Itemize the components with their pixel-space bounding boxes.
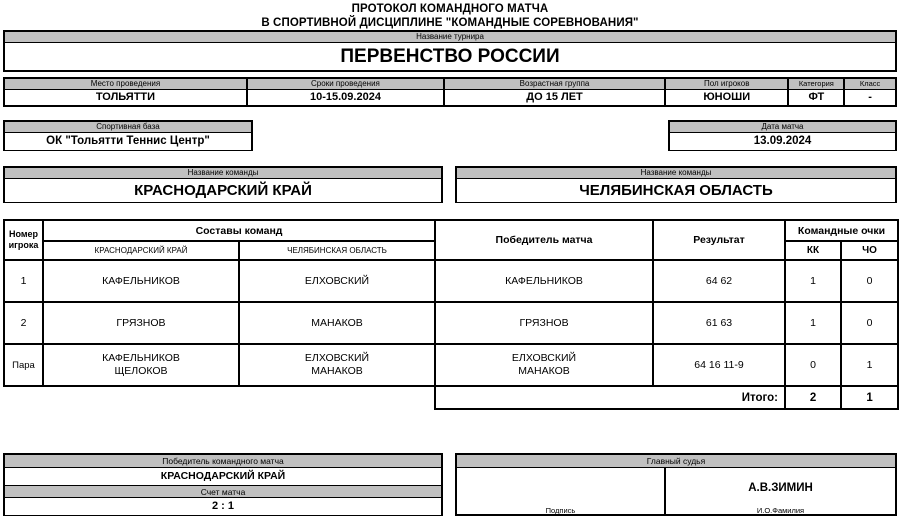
row-points-kk: 1 — [785, 260, 841, 302]
player-name: ГРЯЗНОВ — [519, 316, 569, 329]
venue-label: Спортивная база — [5, 122, 251, 133]
player-name: МАНАКОВ — [311, 316, 363, 329]
info-age-group-value: ДО 15 ЛЕТ — [445, 90, 664, 105]
row-winner-players — [435, 344, 653, 386]
info-category — [789, 79, 845, 105]
team1-name-value: КРАСНОДАРСКИЙ КРАЙ — [5, 179, 441, 202]
match-winner-block — [3, 453, 443, 516]
header-result: Результат — [653, 220, 785, 260]
player-name: КАФЕЛЬНИКОВ — [102, 352, 180, 364]
row-team1-players — [43, 302, 239, 344]
tournament-name-value: ПЕРВЕНСТВО РОССИИ — [5, 43, 895, 70]
info-gender-value: ЮНОШИ — [666, 90, 787, 105]
header-points-cho: ЧО — [841, 241, 898, 260]
page-title-line2: В СПОРТИВНОЙ ДИСЦИПЛИНЕ "КОМАНДНЫЕ СОРЕВНОВАНИЯ" — [261, 17, 639, 29]
info-class-label: Класс — [845, 79, 895, 90]
venue-value: ОК "Тольятти Теннис Центр" — [5, 133, 251, 150]
row-index: Пара — [4, 344, 43, 386]
results-header-row-top — [4, 220, 898, 241]
info-class — [845, 79, 895, 105]
info-place-label: Место проведения — [5, 79, 246, 90]
header-player-number-line1: Номер — [8, 229, 39, 239]
row-points-cho: 0 — [841, 302, 898, 344]
row-index: 1 — [4, 260, 43, 302]
player-name: ГРЯЗНОВ — [116, 316, 166, 329]
info-age-group-label: Возрастная группа — [445, 79, 664, 90]
header-points-kk: КК — [785, 241, 841, 260]
row-winner-players — [435, 302, 653, 344]
row-team1-players — [43, 260, 239, 302]
player-name: ЕЛХОВСКИЙ — [304, 352, 370, 364]
team2-name-label: Название команды — [457, 168, 895, 179]
header-winner: Победитель матча — [435, 220, 653, 260]
tournament-name-label: Название турнира — [5, 32, 895, 43]
info-place — [5, 79, 248, 105]
match-score-value: 2 : 1 — [5, 498, 441, 515]
info-class-value: - — [845, 90, 895, 105]
match-score-label: Счет матча — [5, 485, 441, 498]
total-label: Итого: — [435, 386, 785, 409]
row-score: 61 63 — [653, 302, 785, 344]
player-name: КАФЕЛЬНИКОВ — [505, 274, 583, 287]
team1-name-block — [3, 166, 443, 203]
row-score: 64 16 11-9 — [653, 344, 785, 386]
team2-name-value: ЧЕЛЯБИНСКАЯ ОБЛАСТЬ — [457, 179, 895, 202]
player-name: КАФЕЛЬНИКОВ — [102, 274, 180, 287]
team2-name-block — [455, 166, 897, 203]
row-index: 2 — [4, 302, 43, 344]
signature-field[interactable] — [457, 468, 666, 516]
info-category-value: ФТ — [789, 90, 843, 105]
info-age-group — [445, 79, 666, 105]
header-lineup-team2: ЧЕЛЯБИНСКАЯ ОБЛАСТЬ — [239, 241, 435, 260]
page-title — [0, 2, 900, 30]
row-winner-players — [435, 260, 653, 302]
venue-block — [3, 120, 253, 151]
player-name: ЕЛХОВСКИЙ — [511, 352, 577, 364]
results-table — [3, 219, 899, 410]
page-title-line1: ПРОТОКОЛ КОМАНДНОГО МАТЧА — [351, 3, 549, 15]
match-winner-label: Победитель командного матча — [5, 455, 441, 468]
total-spacer — [4, 386, 435, 409]
match-date-value: 13.09.2024 — [670, 133, 895, 150]
table-row — [4, 344, 898, 386]
player-name: МАНАКОВ — [311, 365, 363, 377]
table-row — [4, 260, 898, 302]
row-points-kk: 1 — [785, 302, 841, 344]
tournament-name-block — [3, 30, 897, 72]
match-date-block — [668, 120, 897, 151]
event-info-strip — [3, 77, 897, 107]
match-date-label: Дата матча — [670, 122, 895, 133]
chief-judge-body — [457, 468, 895, 516]
row-points-cho: 0 — [841, 260, 898, 302]
info-dates — [248, 79, 445, 105]
row-team1-players — [43, 344, 239, 386]
total-cho: 1 — [841, 386, 898, 409]
player-name: МАНАКОВ — [518, 365, 570, 377]
judge-name-caption: И.О.Фамилия — [756, 506, 805, 515]
player-name: ЕЛХОВСКИЙ — [304, 274, 370, 287]
judge-name-field — [666, 468, 895, 516]
total-row — [4, 386, 898, 409]
table-row — [4, 302, 898, 344]
row-points-cho: 1 — [841, 344, 898, 386]
info-dates-label: Сроки проведения — [248, 79, 443, 90]
chief-judge-block — [455, 453, 897, 516]
row-team2-players — [239, 344, 435, 386]
header-lineup-team1: КРАСНОДАРСКИЙ КРАЙ — [43, 241, 239, 260]
header-player-number-line2: игрока — [8, 240, 39, 250]
header-team-points: Командные очки — [785, 220, 898, 241]
info-category-label: Категория — [789, 79, 843, 90]
match-winner-value: КРАСНОДАРСКИЙ КРАЙ — [5, 468, 441, 485]
row-team2-players — [239, 260, 435, 302]
judge-name-value: А.В.ЗИМИН — [748, 482, 813, 494]
row-points-kk: 0 — [785, 344, 841, 386]
row-score: 64 62 — [653, 260, 785, 302]
signature-caption: Подпись — [545, 506, 576, 515]
header-player-number — [4, 220, 43, 260]
team1-name-label: Название команды — [5, 168, 441, 179]
header-lineups: Составы команд — [43, 220, 435, 241]
chief-judge-label: Главный судья — [457, 455, 895, 468]
info-place-value: ТОЛЬЯТТИ — [5, 90, 246, 105]
player-name: ЩЕЛОКОВ — [114, 365, 168, 377]
info-gender-label: Пол игроков — [666, 79, 787, 90]
info-gender — [666, 79, 789, 105]
total-kk: 2 — [785, 386, 841, 409]
row-team2-players — [239, 302, 435, 344]
results-body — [4, 260, 898, 409]
info-dates-value: 10-15.09.2024 — [248, 90, 443, 105]
